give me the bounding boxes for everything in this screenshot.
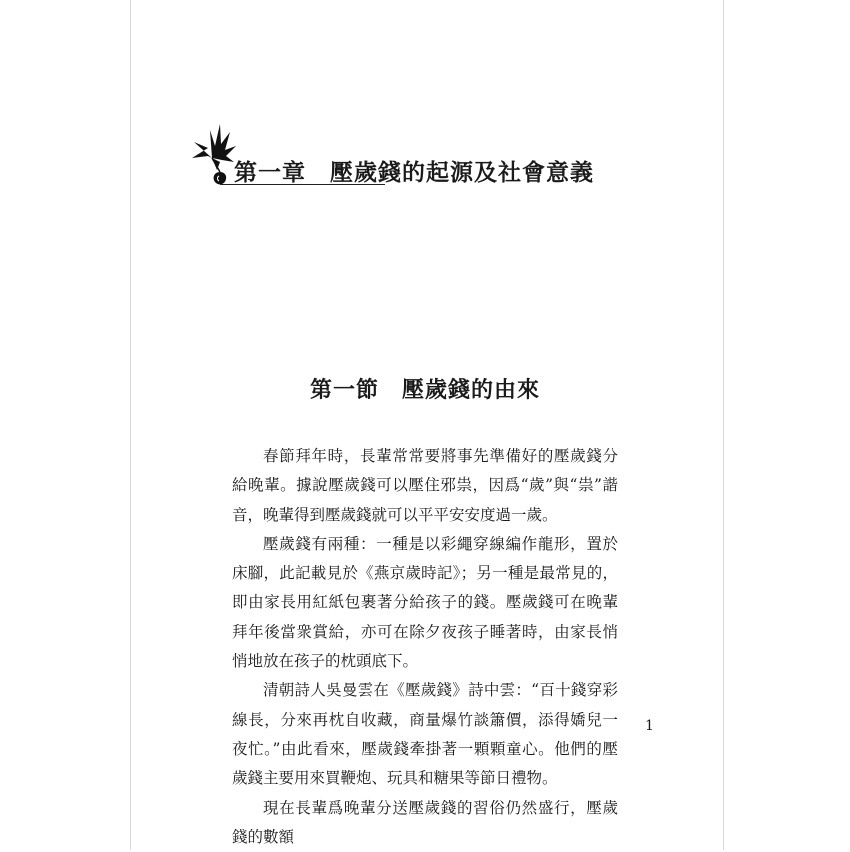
- paragraph: 現在長輩爲晚輩分送壓歲錢的習俗仍然盛行，壓歲錢的數額: [232, 798, 618, 846]
- paragraph: 壓歲錢有兩種：一種是以彩繩穿線編作龍形，置於床腳，此記載見於《燕京歲時記》；另一種是最常見的，即由家長用紅紙包裹著分給孩子的錢。壓歲錢可在晚輩拜年後當衆賞給，亦可在除夕夜孩子睡著時，由家長悄悄地放在孩子的枕頭底下。: [232, 534, 618, 671]
- page-number: 1: [645, 718, 654, 734]
- chapter-title: 第一章 壓歲錢的起源及社會意義: [234, 159, 594, 186]
- maple-leaf-icon: [190, 118, 238, 188]
- paragraph: 春節拜年時，長輩常常要將事先準備好的壓歲錢分給晚輩。據說壓歲錢可以壓住邪祟，因爲“歲”與“祟”諧音，晚輩得到壓歲錢就可以平平安安度過一歲。: [232, 447, 618, 524]
- body-text: [232, 442, 618, 852]
- section-title: 第一節 壓歲錢的由來: [309, 377, 540, 403]
- paragraph: 清朝詩人吳曼雲在《壓歲錢》詩中雲：“百十錢穿彩線長，分來再枕自收藏，商量爆竹談簫價，添得嬌兒一夜忙。”由此看來，壓歲錢牽掛著一顆顆童心。他們的壓歲錢主要用來買鞭炮、玩具和糖果等節日禮物。: [232, 681, 618, 788]
- chapter-title-underline: [220, 184, 385, 185]
- chapter-heading: [190, 118, 594, 198]
